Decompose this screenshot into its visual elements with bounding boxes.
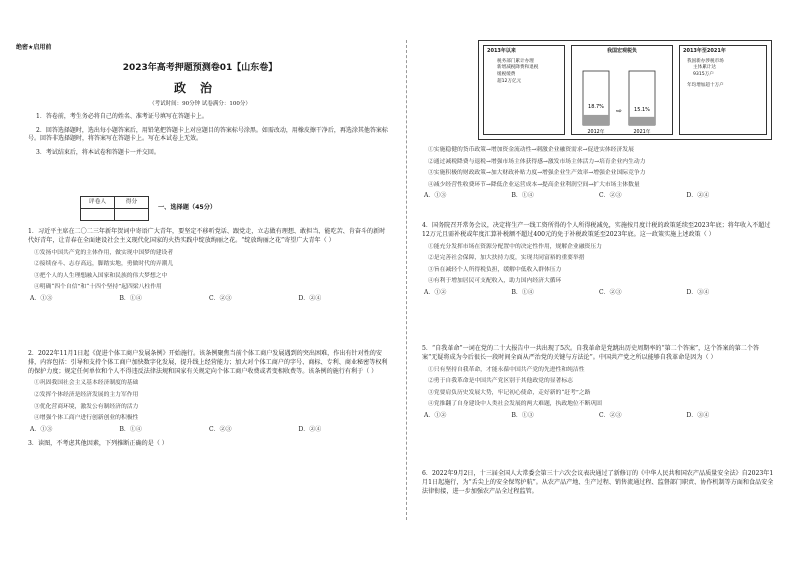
bar-2012: [583, 115, 609, 125]
answer-choices: [28, 426, 388, 435]
answer-a: A．①③: [30, 294, 53, 302]
figure-box-tax-relief: [483, 45, 565, 135]
option: ③把个人的人生理想融入国家和民族的伟大梦想之中: [34, 272, 168, 279]
subject-title: 政治: [173, 81, 226, 95]
score-table: [80, 196, 149, 221]
answer-a: A．①②: [424, 411, 447, 419]
option: ①只有坚持自我革命，才能永葆中国共产党的先进性和纯洁性: [428, 366, 585, 373]
box-heading: 2013年至2021年: [683, 48, 726, 54]
answer-d: D．②④: [298, 294, 322, 302]
option: ④减少经营性收费环节→降低企业运营成本→提高企业利润空间→扩大市场主体数量: [428, 181, 640, 188]
question-1: [28, 228, 388, 304]
figure-box-market-entities: [679, 45, 767, 135]
secret-label: 绝密★启用前: [16, 44, 52, 51]
answer-b: B．①④: [511, 192, 534, 200]
exam-title: 2023年高考押题预测卷01【山东卷】: [122, 63, 278, 73]
question-4: [422, 222, 774, 298]
bar-2021: [629, 117, 655, 125]
answer-choices: [422, 289, 774, 298]
question-stem: 6．2022年9月2日，十三届全国人大常委会第三十六次会议表决通过了新修订的《中华人民共和国农产品质量安全法》自2023年1月1日起施行，为“舌尖上的安全保驾护航”。从农产品产地、生产过程、销售流通过程、监督部门职责、协作机制等方面和食品安全法律衔接，进一步加强农产品全过程监管。: [422, 470, 774, 495]
answer-d: D．③④: [686, 288, 710, 296]
option: ①能充分发挥市场在资源分配置中的决定性作用，规解企业融资压力: [428, 243, 602, 250]
score-cell-empty: [81, 209, 115, 221]
box-heading: 我国宏观税负: [606, 48, 637, 54]
tax-burden-bars: [571, 69, 667, 139]
answer-c: C．②③: [599, 288, 622, 296]
box-line: 主体累计达: [693, 65, 716, 71]
option: ②勇于自我革命是中国共产党区别于其他政党的显著标志: [428, 378, 573, 385]
answer-d: D．③④: [686, 411, 710, 419]
answer-b: B．①④: [511, 288, 534, 296]
year-label-2021: 2021年: [633, 130, 651, 135]
exam-meta: （考试时间：90分钟 试卷满分：100分）: [149, 101, 251, 107]
question-6: [422, 470, 774, 499]
question-3-stem: 3．读图，不考虑其他因素，下列推断正确的是（ ）: [28, 440, 168, 448]
answer-c: C．②③: [599, 192, 622, 200]
column-divider: [406, 40, 407, 520]
answer-c: C．②③: [599, 411, 622, 419]
option: ②接续奋斗、志存高远，脚踏实地，勇做时代的弄潮儿: [34, 261, 174, 268]
note-2: 2．回答选择题时，选出每小题答案后，用铅笔把答题卡上对应题目的答案标号涂黑。如需改动，用橡皮擦干净后，再选涂其他答案标号。回答非选择题时，将答案写在答题卡上。写在本试卷上无效。: [28, 126, 388, 143]
option: ②发挥个体经济是经济发展的主力军作用: [34, 392, 139, 399]
question-stem: 4．国务院召开常务会议，决定将生产一线工资所得的个人所得税减免，实施按月度计税的政策延续至2023年底；将年收入不超过12万元且需补税或年度汇算补税额不超过400元的免于补税政策延至2023年底。这一政策实施上述政策（ ）: [422, 222, 771, 238]
question-2: [28, 350, 388, 452]
box-line: 超12万亿元: [497, 79, 522, 85]
option: ③优化营商环境，激发公有制经济的活力: [34, 403, 139, 410]
answer-a: A．①③: [424, 192, 447, 200]
option: ④有利于增加居民可支配收入，助力国内经济大循环: [428, 278, 562, 285]
option: ②是完善社会保障，加大扶持力度，实现共同富裕的重要举措: [428, 255, 585, 262]
question-stem: 1．习近平主席在二〇二三年新年贺词中寄语广大青年，要坚定不移听党话、跟党走，立志做有理想、敢担当、能吃苦、肯奋斗的新时代好青年，让青春在全面建设社会主义现代化国家的火热实践中绽放绚丽之花。“绽放绚丽之花”寄望广大青年（ ）: [28, 228, 386, 244]
answer-b: B．①④: [119, 425, 142, 433]
answer-c: C．②③: [209, 425, 232, 433]
box-line: 新增减税降费和退税: [497, 65, 539, 71]
answer-b: B．①③: [511, 411, 534, 419]
question-stem: 2．2022年11月1日起《促进个体工商户发展条例》开始施行。该条例聚焦当前个体工商户发展遇到的突出困难，作出有针对性的安排，内容包括：引导和支持个体工商户加快数字化发展，提升线上经营能力；加大对个体工商户的字号、商标、专利、商业秘密等权利的保护力度；规定任何单位和个人不得违反法律法规和国家有关规定向个体工商户收费或者变相收费等。该条例的施行有利于（ ）: [28, 350, 388, 375]
answer-choices: [422, 412, 774, 421]
option: ③党要肩负历史发展大势，牢记初心使命，走好新的“赶考”之路: [428, 389, 591, 396]
option: ③旨在减轻个人所得税负担，缓解中低收入群体压力: [428, 266, 562, 273]
answer-a: A．①②: [424, 288, 447, 296]
answer-a: A．①③: [30, 425, 53, 433]
option: ③实施积极的财政政策→加大财政补贴力度→增强企业生产效率→增强企业国际竞争力: [428, 170, 646, 177]
score-table-score: 得分: [115, 197, 149, 209]
answer-d: D．②④: [298, 425, 322, 433]
answer-choices: [28, 295, 388, 304]
question-3-options: [422, 146, 774, 201]
instructions: [28, 113, 388, 163]
option: ④明确“四个自信”和“十四个坚持”起四梁八柱作用: [34, 284, 162, 291]
score-table-grader: 评卷人: [81, 197, 115, 209]
bar-label-2021: 15.1%: [634, 107, 650, 113]
bar-label-2012: 18.7%: [588, 104, 604, 110]
box-heading: 2013年以来: [487, 48, 516, 54]
answer-c: C．②③: [209, 294, 232, 302]
box-line: 9315万户: [693, 72, 714, 78]
arrow-icon: ⇨: [616, 107, 622, 115]
answer-d: D．②④: [686, 192, 710, 200]
box-line: 年均增加超十万户: [687, 83, 724, 89]
note-1: 1．答卷前，考生务必将自己的姓名、准考证号填写在答题卡上。: [36, 113, 208, 120]
question-stem: 5．“自我革命”一词在党的二十大报告中一共出现了5次。自我革命是党跳出历史周期率的“第二个答案”，这个答案的第二个答案“无疑将成为今后很长一段时间全面从严治党的关键与方法论”。中国共产党之所以能够自我革命是因为（ ）: [422, 345, 760, 361]
option: ①发扬中国共产党的主体作用，做实现中国梦的建设者: [34, 249, 174, 256]
section-heading: 一、选择题（45分）: [158, 204, 217, 211]
option: ②通过减税降费与退税→增强市场主体获得感→激发市场主体活力→培育企业内生动力: [428, 158, 646, 165]
option: ①巩固我国社会主义基本经济制度的基础: [34, 380, 139, 387]
option: ④增强个体工商户进行创新创业的积极性: [34, 415, 139, 422]
box-line: 税务部门累计办理: [497, 58, 534, 64]
score-cell-empty: [115, 209, 149, 221]
year-label-2012: 2012年: [587, 130, 605, 135]
answer-choices: [422, 192, 774, 201]
option: ④党推翻了自身建设中人类社会发展的两大难题，执政地位不断巩固: [428, 401, 602, 408]
answer-b: B．①④: [119, 294, 142, 302]
box-line: 我国新办涉税市场: [687, 58, 724, 64]
note-3: 3．考试结束后，将本试卷和答题卡一并交回。: [36, 149, 160, 157]
question-5: [422, 345, 774, 421]
question-3-figure: [478, 40, 772, 140]
option: ①实施稳健的货币政策→增加资金流动性→刺激企业融资需求→促进实体经济发展: [428, 147, 634, 153]
box-line: 缓税缓费: [497, 72, 516, 78]
